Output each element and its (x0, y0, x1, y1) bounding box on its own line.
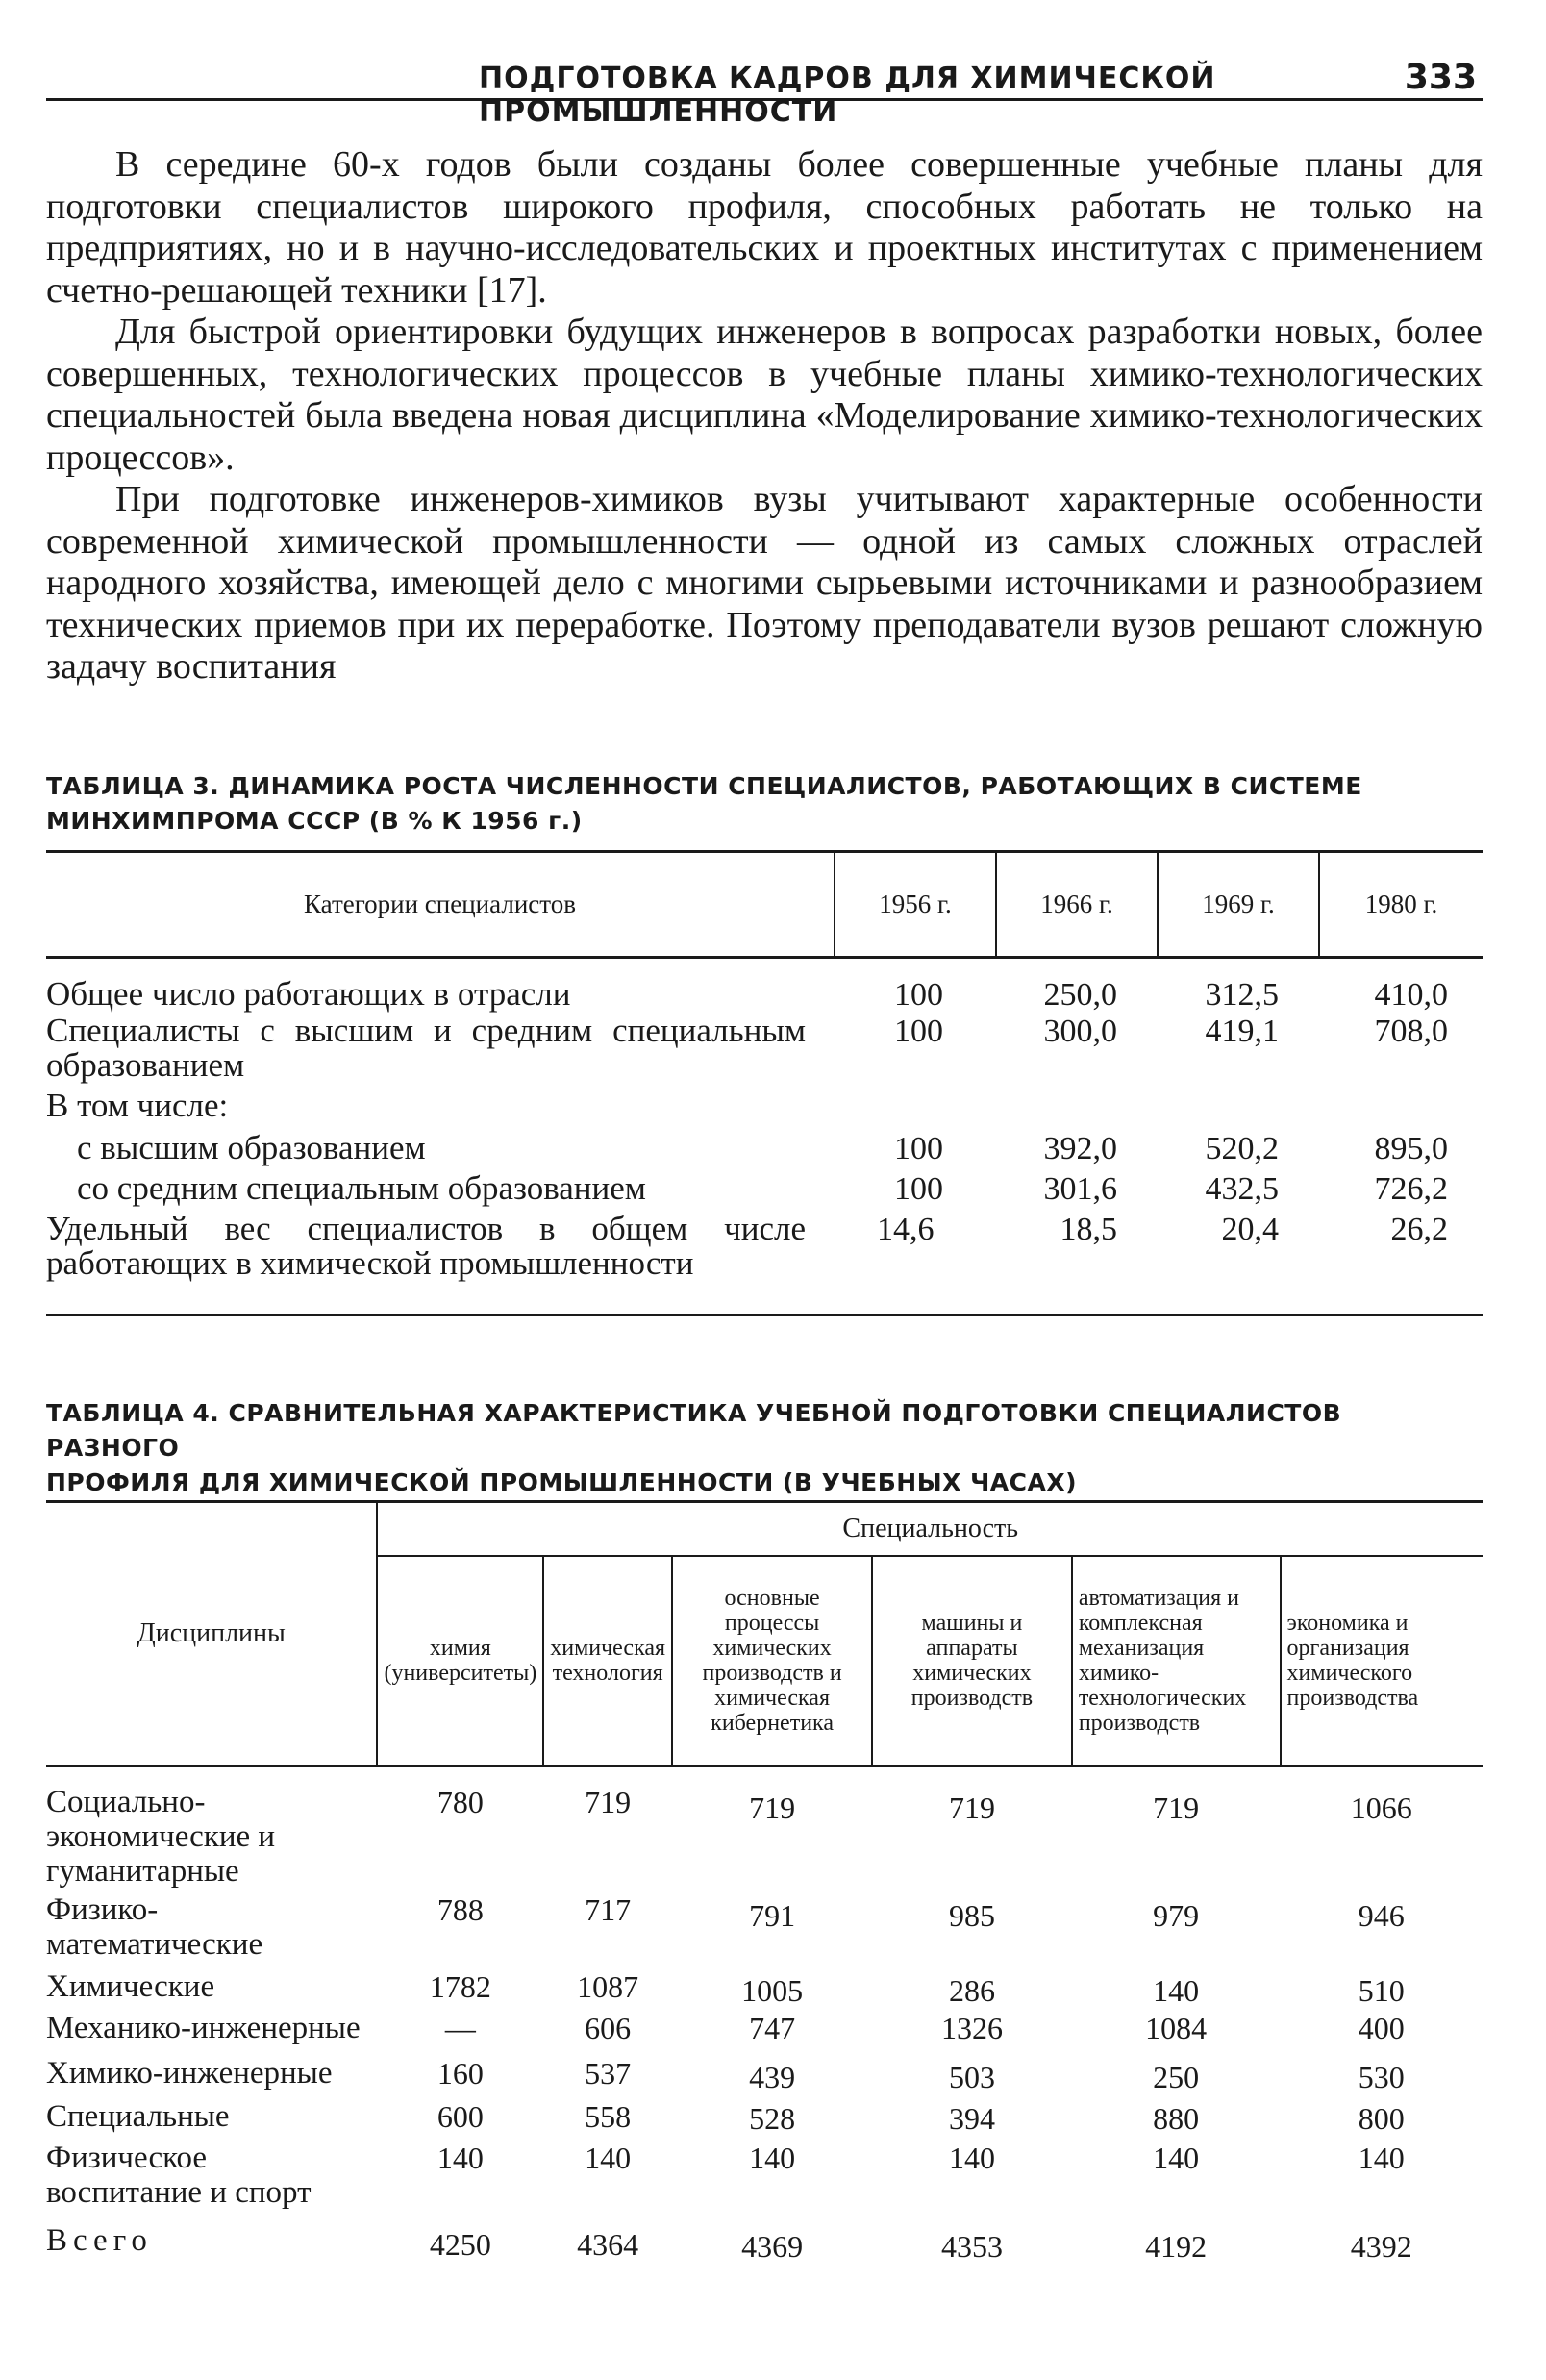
table-row (46, 1123, 1483, 1167)
table4-row-label: Физико-математические (46, 1892, 263, 1962)
table3-cell: 726,2 (1374, 1170, 1448, 1207)
table3-row-label: Общее число работающих в отрасли (46, 974, 571, 1013)
table4-cell: 394 (948, 2101, 995, 2136)
table4-cell: 1005 (741, 1973, 804, 2008)
table3-header-year: 1966 г. (996, 852, 1158, 958)
table4-cell: 780 (436, 1785, 484, 1819)
table3-cell: 419,1 (1205, 1013, 1279, 1049)
table3-cell: 100 (894, 1130, 943, 1166)
table4-cell: 140 (436, 2141, 484, 2175)
table3-cell: 301,6 (1043, 1170, 1117, 1207)
table4-cell: 286 (948, 1973, 995, 2008)
table4-cell: 4192 (1145, 2229, 1208, 2264)
table4-cell: 946 (1358, 1898, 1405, 1933)
table4-cell: 1087 (577, 1969, 639, 2004)
body-text (46, 144, 1483, 689)
table4-row-label: Физическое воспитание и спорт (46, 2141, 312, 2210)
table4-cell: 1782 (429, 1969, 491, 2004)
table4-cell: 4250 (429, 2227, 491, 2262)
running-head-title: ПОДГОТОВКА КАДРОВ ДЛЯ ХИМИЧЕСКОЙ ПРОМЫШЛЕННОСТИ (479, 62, 1216, 129)
table3-cell: 18,5 (1060, 1211, 1117, 1247)
table4-caption-line: ПРОФИЛЯ ДЛЯ ХИМИЧЕСКОЙ ПРОМЫШЛЕННОСТИ (В УЧЕБНЫХ ЧАСАХ) (46, 1468, 1078, 1496)
table4-cell: 719 (948, 1791, 995, 1825)
table4-cell: 880 (1153, 2101, 1200, 2136)
table4-row-label: Специальные (46, 2099, 230, 2134)
table4-cell: 528 (749, 2101, 796, 2136)
table3-row-label: Специалисты с высшим и средним специальным образованием (46, 1011, 806, 1084)
table4-cell: 140 (1153, 1973, 1200, 2008)
table3-caption (46, 769, 1483, 839)
table-row (46, 1014, 1483, 1083)
table3-cell: 300,0 (1043, 1013, 1117, 1049)
table4-header-disciplines: Дисциплины (46, 1502, 377, 1766)
table4-cell: 747 (749, 2011, 796, 2045)
table4-cell: 1084 (1145, 2011, 1208, 2045)
table4-cell: 717 (585, 1892, 632, 1927)
table-row (46, 1962, 1483, 2009)
table4-cell: 4353 (940, 2229, 1003, 2264)
table3 (46, 850, 1483, 1316)
table3-cell: 392,0 (1043, 1130, 1117, 1166)
table4-row-label: Социально-экономические и гуманитарные (46, 1785, 276, 1889)
table3-cell: 14,6 (877, 1211, 935, 1247)
table4-cell: 719 (749, 1791, 796, 1825)
page-number: 333 (1404, 58, 1477, 97)
table3-cell: 312,5 (1205, 976, 1279, 1013)
table4-cell: 4369 (741, 2229, 804, 2264)
table3-cell: 708,0 (1374, 1013, 1448, 1049)
table3-header-year: 1980 г. (1319, 852, 1483, 958)
table3-row-label: со средним специальным образованием (77, 1168, 646, 1207)
table4-row-label: Химические (46, 1969, 215, 2004)
table4-cell: 439 (749, 2060, 796, 2094)
table4-cell: 719 (1153, 1791, 1200, 1825)
table4-col-header: машины и аппараты химических производств (872, 1556, 1072, 1766)
table4-col-header: основные процессы химических производств и химическая кибернетика (672, 1556, 872, 1766)
table4-col-header: химическая технология (543, 1556, 672, 1766)
table4-cell: 606 (585, 2011, 632, 2045)
table4-cell: 558 (585, 2099, 632, 2134)
table4-cell: 140 (749, 2141, 796, 2175)
table-row (46, 1785, 1483, 1889)
table3-row-label: В том числе: (46, 1086, 229, 1124)
table-row (46, 2137, 1483, 2210)
table4 (46, 1500, 1483, 2265)
table4-cell: 985 (948, 1898, 995, 1933)
table4-row-label: Химико-инженерные (46, 2056, 333, 2091)
paragraph: При подготовке инженеров-химиков вузы учитывают характерные особенности современной химической промышленности — одной из самых сложных отраслей народного хозяйства, имеющей дело с многими сырьевыми источниками и разнообразием технических приемов при их переработке. Поэтому преподаватели вузов решают сложную задачу воспитания (46, 479, 1483, 687)
table-row (46, 1889, 1483, 1962)
table4-cell: 530 (1358, 2060, 1405, 2094)
table4-cell: 788 (436, 1892, 484, 1927)
table4-cell: 979 (1153, 1898, 1200, 1933)
table4-caption-line: ТАБЛИЦА 4. СРАВНИТЕЛЬНАЯ ХАРАКТЕРИСТИКА УЧЕБНОЙ ПОДГОТОВКИ СПЕЦИАЛИСТОВ РАЗНОГО (46, 1399, 1342, 1462)
table-row (46, 973, 1483, 1014)
table3-cell: 100 (894, 1170, 943, 1207)
table4-cell: 1066 (1350, 1791, 1412, 1825)
table3-header-year: 1956 г. (835, 852, 996, 958)
table4-cell: 140 (1358, 2141, 1405, 2175)
table3-cell: 520,2 (1205, 1130, 1279, 1166)
table4-cell: 140 (1153, 2141, 1200, 2175)
table4-row-label: Механико-инженерные (46, 2011, 361, 2045)
table3-cell: 895,0 (1374, 1130, 1448, 1166)
table-row (46, 2095, 1483, 2137)
table4-cell: 1326 (940, 2011, 1003, 2045)
table-row (46, 1208, 1483, 1281)
table3-cell: 20,4 (1221, 1211, 1279, 1247)
table4-cell: — (444, 2011, 476, 2045)
table4-cell: 537 (585, 2056, 632, 2091)
table3-row-label: Удельный вес специалистов в общем числе работающих в химической промышленности (46, 1209, 806, 1282)
table4-cell: 4364 (577, 2227, 639, 2262)
table3-header-row (46, 852, 1483, 958)
table4-cell: 140 (585, 2141, 632, 2175)
table4-caption (46, 1396, 1483, 1500)
table3-cell: 410,0 (1374, 976, 1448, 1013)
table4-header-specialty: Специальность (377, 1502, 1483, 1557)
table3-caption-line: МИНХИМПРОМА СССР (В % К 1956 г.) (46, 807, 583, 835)
table3-row-label: с высшим образованием (77, 1128, 426, 1166)
table3-cell: 250,0 (1043, 976, 1117, 1013)
table4-row-label: Всего (46, 2223, 153, 2258)
table3-caption-line: ТАБЛИЦА 3. ДИНАМИКА РОСТА ЧИСЛЕННОСТИ СПЕЦИАЛИСТОВ, РАБОТАЮЩИХ В СИСТЕМЕ (46, 772, 1362, 800)
table3-cell: 26,2 (1390, 1211, 1448, 1247)
table3-header-year: 1969 г. (1158, 852, 1319, 958)
table4-cell: 160 (436, 2056, 484, 2091)
table4-col-header: химия (университеты) (384, 1635, 537, 1686)
table4-cell: 800 (1358, 2101, 1405, 2136)
table4-cell: 719 (585, 1785, 632, 1819)
table3-cell: 100 (894, 976, 943, 1013)
table4-cell: 503 (948, 2060, 995, 2094)
paragraph: Для быстрой ориентировки будущих инженеров в вопросах разработки новых, более совершенных, технологических процессов в учебные планы химико-технологических специальностей была введена новая дисциплина «Моделирование химико-технологических процессов». (46, 312, 1483, 478)
table3-cell: 432,5 (1205, 1170, 1279, 1207)
running-head (46, 48, 1483, 129)
table-row (46, 1167, 1483, 1208)
table4-cell: 4392 (1350, 2229, 1412, 2264)
table-row-total (46, 2210, 1483, 2265)
paragraph: В середине 60-х годов были созданы более совершенные учебные планы для подготовки специалистов широкого профиля, способных работать не только на предприятиях, но и в научно-исследовательских и проектных институтах с применением счетно-решающей техники [17]. (46, 144, 1483, 311)
table-row (46, 2009, 1483, 2046)
table4-col-header: автоматизация и комплексная механизация химико-технологических производств (1072, 1556, 1281, 1766)
table4-cell: 510 (1358, 1973, 1405, 2008)
table-row (46, 2046, 1483, 2095)
table-row (46, 1083, 1483, 1123)
table4-cell: 600 (436, 2099, 484, 2134)
table4-cell: 250 (1153, 2060, 1200, 2094)
table3-header-category: Категории специалистов (304, 889, 576, 918)
table4-header-row (46, 1502, 1483, 1557)
table4-cell: 400 (1358, 2011, 1405, 2045)
table4-col-header: экономика и организация химического производства (1281, 1556, 1483, 1766)
table4-cell: 791 (749, 1898, 796, 1933)
table3-cell: 100 (894, 1013, 943, 1049)
table4-cell: 140 (948, 2141, 995, 2175)
